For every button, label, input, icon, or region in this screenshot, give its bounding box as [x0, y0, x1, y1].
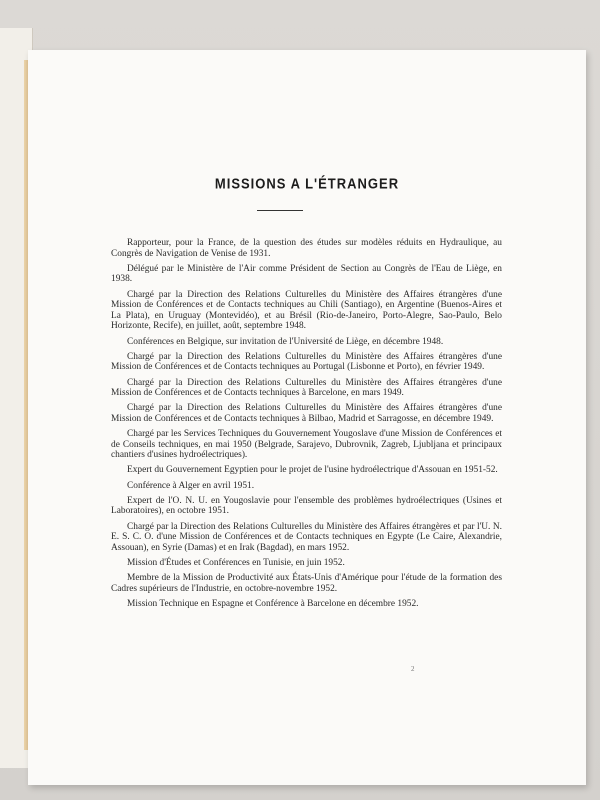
paragraph-2: Délégué par le Ministère de l'Air comme Président de Section au Congrès de l'Eau de Liège, en 1938. [111, 263, 502, 285]
paragraph-5: Chargé par la Direction des Relations Culturelles du Ministère des Affaires étrangères d'une Mission de Conférences et de Contacts techniques au Portugal (Lisbonne et Porto), en février 1949. [111, 351, 502, 373]
page-title: MISSIONS A L'ÉTRANGER [214, 175, 400, 192]
document-page [28, 50, 586, 785]
paragraph-14: Membre de la Mission de Productivité aux États-Unis d'Amérique pour l'étude de la formation des Cadres supérieurs de l'Industrie, en octobre-novembre 1952. [111, 573, 502, 594]
paragraph-15: Mission Technique en Espagne et Conférence à Barcelone en décembre 1952. [127, 598, 419, 609]
paragraph-8: Chargé par les Services Techniques du Gouvernement Yougoslave d'une Mission de Conférences et de Conseils techniques, en mai 1950 (Belgrade, Sarajevo, Dubrovnik, Zagreb, Ljubljana et principaux chantiers d'usines hydroélectriques). [111, 429, 502, 461]
paragraph-9: Expert du Gouvernement Egyptien pour le projet de l'usine hydroélectrique d'Assouan en 1951-52. [127, 465, 498, 476]
paragraph-1: Rapporteur, pour la France, de la question des études sur modèles réduits en Hydraulique, au Congrès de Navigation de Venise de 1931. [111, 238, 502, 259]
paragraph-13: Mission d'Études et Conférences en Tunisie, en juin 1952. [127, 557, 345, 568]
paragraph-3: Chargé par la Direction des Relations Culturelles du Ministère des Affaires étrangères d'une Mission de Conférences et de Contacts techniques au Chili (Santiago), en Argentine (Buenos-Aires et La Plata), en Uruguay (Montevidéo), et au Brésil (Rio-de-Janeiro, Porto-Alegre, Sao-Paulo, Belo Horizonte, Recife), en juillet, août, septembre 1948. [111, 289, 502, 332]
title-rule [257, 210, 303, 211]
paragraph-7: Chargé par la Direction des Relations Culturelles du Ministère des Affaires étrangères d'une Mission de Conférences et de Contacts techniques à Bilbao, Madrid et Sarragosse, en décembre 1949. [111, 403, 502, 424]
body-text [111, 238, 502, 614]
paragraph-4: Conférences en Belgique, sur invitation de l'Université de Liège, en décembre 1948. [127, 336, 444, 347]
paragraph-11: Expert de l'O. N. U. en Yougoslavie pour l'ensemble des problèmes hydroélectriques (Usines et Laboratoires), en octobre 1951. [111, 495, 502, 517]
paragraph-12: Chargé par la Direction des Relations Culturelles du Ministère des Affaires étrangères et par l'U. N. E. S. C. O. d'une Mission de Conférences et de Contacts techniques en Egypte (Le Caire, Alexandrie, Assouan), en Syrie (Damas) et en Irak (Bagdad), en mars 1952. [111, 521, 502, 553]
page-number: 2 [411, 665, 415, 673]
paragraph-10: Conférence à Alger en avril 1951. [127, 480, 255, 491]
paragraph-6: Chargé par la Direction des Relations Culturelles du Ministère des Affaires étrangères d'une Mission de Conférences et de Contacts techniques à Barcelone, en mars 1949. [111, 377, 502, 399]
